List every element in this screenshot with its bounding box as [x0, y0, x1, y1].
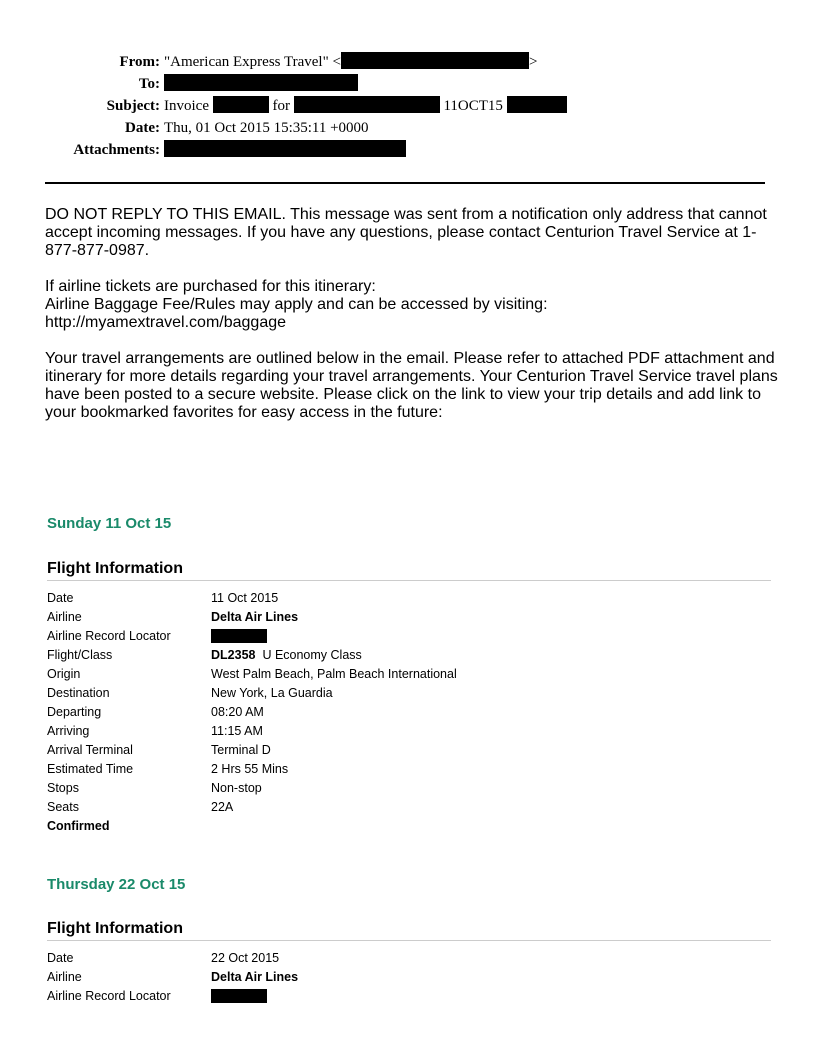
flight-number: DL2358 — [211, 648, 256, 662]
table-row — [47, 684, 771, 703]
segment2-section-rule — [47, 940, 771, 941]
from-label: From: — [119, 54, 160, 70]
redacted-invoice-number — [213, 96, 269, 113]
baggage-line-2: Airline Baggage Fee/Rules may apply and can be accessed by visiting: — [45, 296, 548, 313]
flight-class: U Economy Class — [262, 648, 362, 662]
row-label: Airline — [47, 970, 82, 984]
row-label: Destination — [47, 686, 110, 700]
redacted-email — [341, 52, 529, 69]
table-row — [47, 722, 771, 741]
redacted-record-locator — [211, 989, 267, 1003]
row-value: Delta Air Lines — [211, 970, 299, 984]
segment2-day-heading: Thursday 22 Oct 15 — [47, 876, 186, 893]
row-label: Flight/Class — [47, 648, 113, 662]
from-display-name: "American Express Travel" < — [164, 54, 341, 70]
table-row — [47, 779, 771, 798]
table-row — [47, 646, 771, 665]
segment1-flight-table — [47, 589, 771, 836]
baggage-paragraph — [45, 278, 780, 332]
table-row — [47, 949, 771, 968]
from-value — [164, 52, 537, 72]
booking-status: Confirmed — [47, 819, 110, 833]
table-row — [47, 987, 771, 1006]
row-label: Arriving — [47, 724, 90, 738]
row-value: 2 Hrs 55 Mins — [211, 762, 289, 776]
row-label: Date — [47, 591, 74, 605]
row-value: 08:20 AM — [211, 705, 264, 719]
baggage-line-1: If airline tickets are purchased for this itinerary: — [45, 278, 376, 295]
row-label: Estimated Time — [47, 762, 134, 776]
redacted-attachment[interactable] — [164, 140, 406, 157]
segment2-section-title: Flight Information — [47, 920, 183, 937]
row-value — [211, 646, 362, 665]
redacted-recipient — [164, 74, 358, 91]
arrangements-paragraph — [45, 350, 780, 422]
subject-value — [164, 96, 567, 116]
row-value: Terminal D — [211, 743, 271, 757]
segment1-day-heading: Sunday 11 Oct 15 — [47, 515, 172, 532]
row-label: Arrival Terminal — [47, 743, 133, 757]
table-row — [47, 798, 771, 817]
row-value: Delta Air Lines — [211, 610, 299, 624]
row-value — [211, 987, 267, 1006]
table-row — [47, 627, 771, 646]
segment2-flight-table — [47, 949, 771, 1006]
subject-for-text: for — [272, 98, 290, 114]
redacted-subject-tail — [507, 96, 567, 113]
row-value: Non-stop — [211, 781, 262, 795]
attachments-label: Attachments: — [73, 142, 160, 158]
row-value: 22 Oct 2015 — [211, 951, 280, 965]
table-row — [47, 968, 771, 987]
baggage-link[interactable]: http://myamextravel.com/baggage — [45, 314, 287, 331]
segment1-section-rule — [47, 580, 771, 581]
subject-label: Subject: — [106, 98, 160, 114]
table-row — [47, 817, 771, 836]
row-label: Departing — [47, 705, 102, 719]
date-value: Thu, 01 Oct 2015 15:35:11 +0000 — [164, 120, 369, 136]
row-label: Airline Record Locator — [47, 629, 171, 643]
to-value — [164, 74, 358, 94]
row-value: 11 Oct 2015 — [211, 591, 279, 605]
row-label: Origin — [47, 667, 81, 681]
subject-date-text: 11OCT15 — [443, 98, 503, 114]
row-label: Seats — [47, 800, 79, 814]
to-label: To: — [138, 76, 160, 92]
table-row — [47, 589, 771, 608]
table-row — [47, 760, 771, 779]
table-row — [47, 665, 771, 684]
row-label: Airline — [47, 610, 82, 624]
row-label: Stops — [47, 781, 79, 795]
arrangements-text: Your travel arrangements are outlined below in the email. Please refer to attached PDF attachment and itinerary for more details regarding your travel arrangements. Your Centurion Travel Service travel plans have been posted to a secure website. Please click on the link to view your trip details and add link to your bookmarked favorites for easy access in the future: — [45, 350, 778, 421]
redacted-traveler — [294, 96, 440, 113]
table-row — [47, 703, 771, 722]
date-label: Date: — [125, 120, 160, 136]
row-value: 11:15 AM — [211, 724, 263, 738]
row-value: West Palm Beach, Palm Beach International — [211, 667, 457, 681]
subject-invoice-text: Invoice — [164, 98, 209, 114]
table-row — [47, 741, 771, 760]
row-value — [211, 627, 267, 646]
from-suffix: > — [528, 54, 538, 70]
notice-text: DO NOT REPLY TO THIS EMAIL. This message was sent from a notification only address that cannot accept incoming messages. If you have any questions, please contact Centurion Travel Service at 1-877-877-0987. — [45, 206, 767, 259]
redacted-record-locator — [211, 629, 267, 643]
row-label: Airline Record Locator — [47, 989, 171, 1003]
segment1-section-title: Flight Information — [47, 560, 183, 577]
row-value: 22A — [211, 800, 234, 814]
notice-paragraph — [45, 206, 780, 260]
attachments-value — [164, 140, 406, 160]
table-row — [47, 608, 771, 627]
row-value: New York, La Guardia — [211, 686, 333, 700]
header-divider — [45, 182, 765, 184]
row-label: Date — [47, 951, 74, 965]
